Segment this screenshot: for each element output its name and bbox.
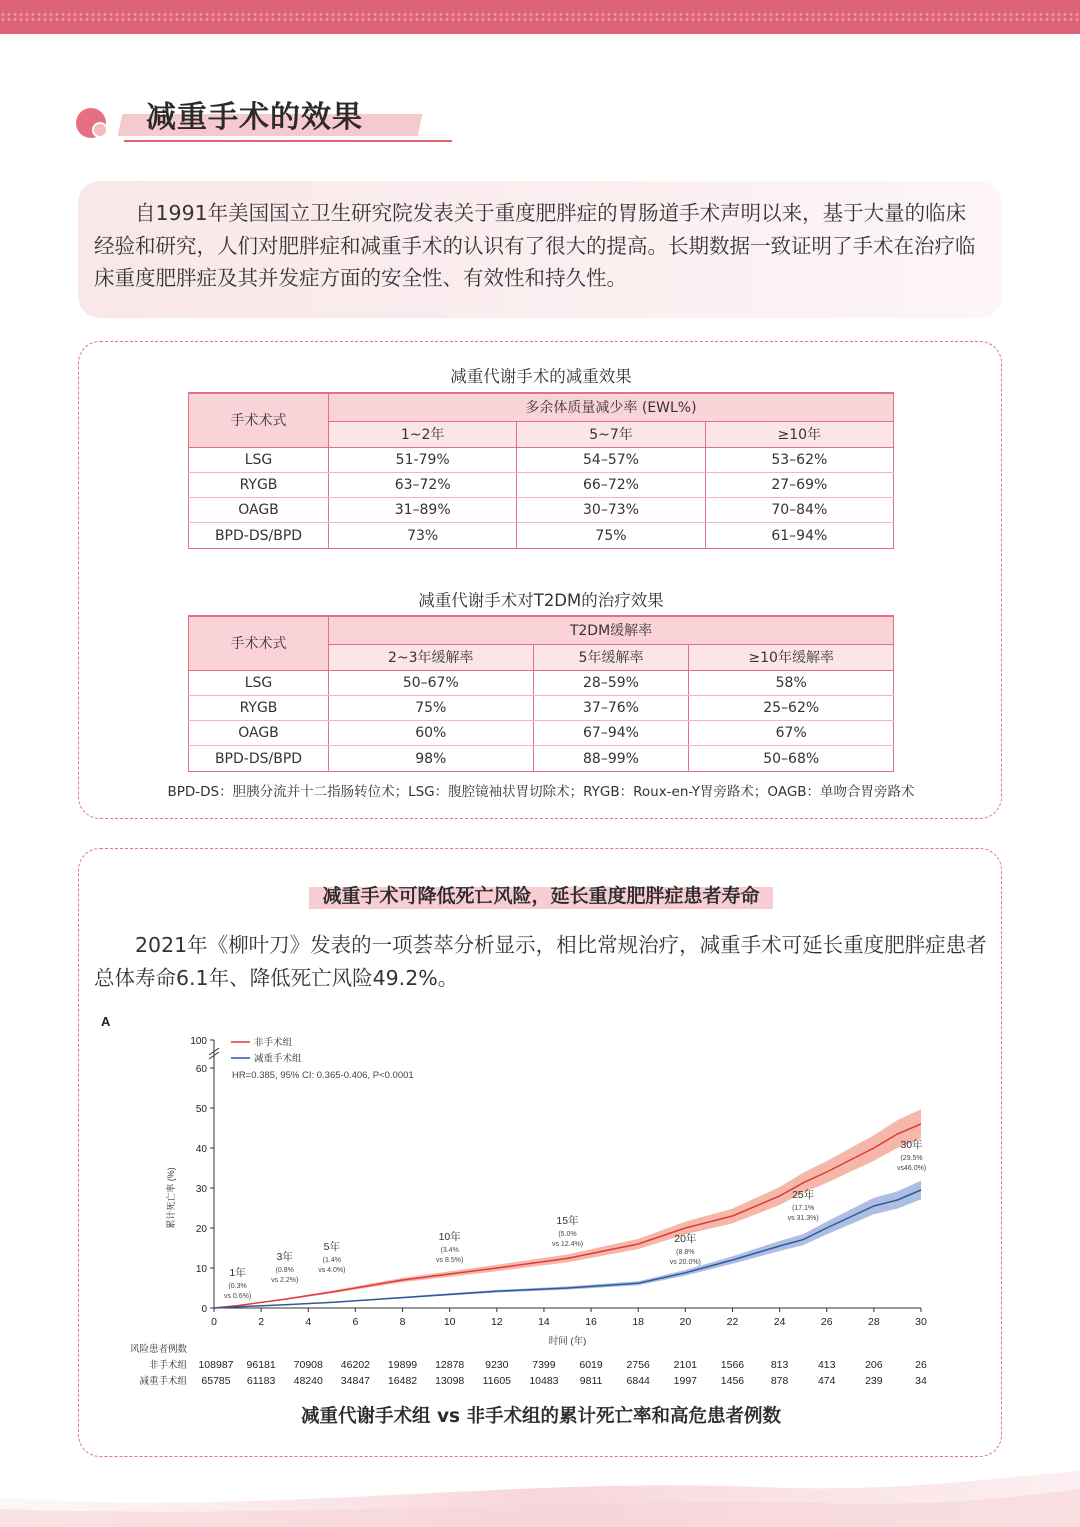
- table-cell: 31–89%: [329, 498, 517, 523]
- table2-subheader: 2~3年缓解率: [329, 644, 534, 670]
- annotation-detail: vs 0.6%): [223, 1293, 252, 1300]
- table-row: [189, 523, 894, 548]
- table2-subheader: ≥10年缓解率: [689, 644, 894, 670]
- table-cell: 70–84%: [705, 498, 893, 523]
- x-tick-label: 24: [773, 1316, 786, 1328]
- table2-group-header: T2DM缓解率: [329, 616, 894, 644]
- annotation-detail: (5.0%: [558, 1231, 577, 1238]
- risk-table-cell: 65785: [201, 1375, 231, 1387]
- risk-table-cell: 9811: [579, 1375, 603, 1387]
- risk-table-cell: 96181: [246, 1359, 276, 1371]
- table-cell: 75%: [517, 523, 705, 548]
- table2-subheader: 5年缓解率: [533, 644, 689, 670]
- risk-row-label: 非手术组: [148, 1360, 187, 1371]
- annotation-detail: vs 2.2%): [271, 1277, 299, 1284]
- annotation-detail: (29.5%: [900, 1155, 923, 1162]
- table-row: [189, 721, 894, 746]
- risk-table-cell: 9230: [485, 1359, 509, 1371]
- x-tick-label: 16: [585, 1316, 597, 1328]
- chart-svg: [79, 849, 1003, 1399]
- risk-table-cell: 2756: [626, 1359, 650, 1371]
- card2-paragraph: 2021年《柳叶刀》发表的一项荟萃分析显示，相比常规治疗，减重手术可延长重度肥胖症患者总体寿命6.1年、降低死亡风险49.2%。: [94, 933, 987, 990]
- table-cell: 75%: [329, 695, 534, 720]
- x-tick-label: 2: [258, 1316, 265, 1328]
- table2-procedure-header: 手术术式: [189, 616, 329, 670]
- x-tick-label: 30: [915, 1316, 927, 1328]
- x-tick-label: 22: [726, 1316, 739, 1328]
- table1-group-header: 多余体质量减少率 (EWL%): [329, 393, 894, 421]
- y-tick-label: 20: [195, 1224, 207, 1235]
- table1-subheader: 5~7年: [517, 421, 705, 447]
- x-tick-label: 10: [443, 1316, 456, 1328]
- table-cell: 50–67%: [329, 670, 534, 695]
- table1-subheader: ≥10年: [705, 421, 893, 447]
- annotation-detail: (0.3%: [228, 1283, 247, 1290]
- risk-table-title: 风险患者例数: [129, 1344, 187, 1355]
- annotation-year: 10年: [438, 1231, 461, 1243]
- table-row: [189, 472, 894, 497]
- hr-annotation: HR=0.385, 95% CI: 0.365-0.406, P<0.0001: [232, 1070, 414, 1081]
- table-cell: 37–76%: [533, 695, 689, 720]
- section-header: [76, 92, 456, 144]
- table1-procedure-header: 手术术式: [189, 393, 329, 447]
- y-tick-label: 100: [190, 1036, 207, 1047]
- risk-table-cell: 6844: [626, 1375, 650, 1387]
- table-cell: 60%: [329, 721, 534, 746]
- x-tick-label: 0: [211, 1316, 217, 1328]
- header-underline: [124, 140, 452, 142]
- y-tick-label: 10: [195, 1264, 207, 1275]
- x-tick-label: 4: [305, 1316, 312, 1328]
- table-cell: 28–59%: [533, 670, 689, 695]
- x-tick-label: 26: [820, 1316, 833, 1328]
- annotation-detail: vs 4.0%): [318, 1267, 346, 1274]
- risk-table-cell: 61183: [246, 1375, 276, 1387]
- x-tick-label: 20: [679, 1316, 692, 1328]
- risk-table-cell: 34: [915, 1375, 927, 1387]
- risk-table-cell: 108987: [198, 1359, 234, 1371]
- annotation-detail: (0.8%: [275, 1267, 294, 1274]
- risk-table-cell: 1566: [720, 1359, 745, 1371]
- table-cell: 54–57%: [517, 447, 705, 472]
- table-cell: LSG: [189, 447, 329, 472]
- table1-subheader: 1~2年: [329, 421, 517, 447]
- table-cell: 67–94%: [533, 721, 689, 746]
- annotation-detail: vs 12.4%): [551, 1241, 584, 1248]
- table-cell: 30–73%: [517, 498, 705, 523]
- annotation-detail: (8.8%: [676, 1249, 695, 1256]
- table-cell: OAGB: [189, 498, 329, 523]
- t2dm-remission-table: [188, 615, 894, 772]
- legend-label: 非手术组: [254, 1037, 293, 1049]
- table-cell: 66–72%: [517, 472, 705, 497]
- annotation-year: 3年: [276, 1251, 293, 1263]
- risk-table-cell: 10483: [529, 1375, 559, 1387]
- risk-table-cell: 26: [915, 1359, 927, 1371]
- table-row: [189, 695, 894, 720]
- table1-caption: 减重代谢手术的减重效果: [450, 367, 632, 386]
- risk-row-label: 减重手术组: [139, 1376, 187, 1387]
- table-cell: 58%: [689, 670, 894, 695]
- annotation-year: 30年: [900, 1139, 923, 1151]
- y-tick-label: 50: [195, 1104, 207, 1115]
- risk-table-cell: 48240: [293, 1375, 323, 1387]
- risk-table-cell: 13098: [435, 1375, 465, 1387]
- table-cell: RYGB: [189, 695, 329, 720]
- risk-table-cell: 7399: [532, 1359, 556, 1371]
- x-tick-label: 12: [490, 1316, 503, 1328]
- table-cell: 73%: [329, 523, 517, 548]
- risk-table-cell: 11605: [482, 1375, 512, 1387]
- x-tick-label: 8: [399, 1316, 406, 1328]
- y-tick-label: 60: [195, 1064, 207, 1075]
- y-tick-label: 0: [201, 1304, 207, 1315]
- risk-table-cell: 474: [817, 1375, 836, 1387]
- table-row: [189, 447, 894, 472]
- y-axis-title: 累计死亡率 (%): [166, 1167, 176, 1229]
- bottom-wave-decoration: [0, 1457, 1080, 1527]
- card2-title-text: 减重手术可降低死亡风险，延长重度肥胖症患者寿命: [322, 885, 760, 907]
- annotation-detail: (17.1%: [792, 1205, 815, 1212]
- y-tick-label: 40: [195, 1144, 207, 1155]
- x-tick-label: 6: [352, 1316, 359, 1328]
- tables-card: [78, 341, 1002, 819]
- risk-table-cell: 2101: [673, 1359, 698, 1371]
- band-dot-pattern: [0, 12, 1080, 22]
- risk-table-cell: 1456: [720, 1375, 745, 1387]
- risk-table-cell: 878: [770, 1375, 789, 1387]
- top-decorative-band: [0, 0, 1080, 34]
- table-row: [189, 498, 894, 523]
- table-cell: 25–62%: [689, 695, 894, 720]
- table-cell: RYGB: [189, 472, 329, 497]
- mortality-chart: [79, 849, 1003, 1458]
- annotation-year: 5年: [323, 1241, 341, 1253]
- table-cell: BPD-DS/BPD: [189, 523, 329, 548]
- annotation-detail: (1.4%: [322, 1257, 341, 1264]
- panel-label: A: [101, 1014, 111, 1029]
- table-cell: 51-79%: [329, 447, 517, 472]
- table-cell: BPD-DS/BPD: [189, 746, 329, 771]
- mortality-card: [78, 848, 1002, 1457]
- table-cell: 63–72%: [329, 472, 517, 497]
- annotation-detail: vs 31.3%): [787, 1215, 819, 1222]
- header-small-circle-icon: [92, 122, 108, 138]
- annotation-year: 15年: [556, 1215, 579, 1227]
- y-tick-label: 30: [195, 1184, 207, 1195]
- table-cell: 98%: [329, 746, 534, 771]
- annotation-detail: (3.4%: [440, 1247, 459, 1254]
- table-cell: 61–94%: [705, 523, 893, 548]
- annotation-detail: vs 8.5%): [436, 1257, 464, 1264]
- x-axis-title: 时间 (年): [548, 1336, 587, 1347]
- x-tick-label: 18: [632, 1316, 645, 1328]
- annotation-year: 20年: [674, 1233, 697, 1245]
- risk-table-cell: 19899: [387, 1359, 418, 1371]
- table-row: [189, 746, 894, 771]
- risk-table-cell: 206: [865, 1359, 883, 1371]
- legend-label: 减重手术组: [254, 1053, 302, 1065]
- risk-table-cell: 34847: [340, 1375, 371, 1387]
- weight-loss-table: [188, 392, 894, 549]
- risk-table-cell: 1997: [673, 1375, 698, 1387]
- confidence-band: [214, 1109, 921, 1308]
- risk-table-cell: 239: [865, 1375, 883, 1387]
- risk-table-cell: 813: [770, 1359, 789, 1371]
- x-tick-label: 28: [868, 1316, 880, 1328]
- table-row: [189, 670, 894, 695]
- table2-caption: 减重代谢手术对T2DM的治疗效果: [418, 591, 664, 610]
- risk-table-cell: 413: [817, 1359, 836, 1371]
- risk-table-cell: 16482: [387, 1375, 418, 1387]
- table-cell: 53–62%: [705, 447, 893, 472]
- table-footnote: BPD-DS：胆胰分流并十二指肠转位术；LSG：腹腔镜袖状胃切除术；RYGB：Roux-en-Y胃旁路术；OAGB：单吻合胃旁路术: [167, 784, 915, 800]
- risk-table-cell: 46202: [340, 1359, 371, 1371]
- table-cell: 88–99%: [533, 746, 689, 771]
- chart-caption: 减重代谢手术组 vs 非手术组的累计死亡率和高危患者例数: [301, 1406, 781, 1427]
- table-cell: LSG: [189, 670, 329, 695]
- table-cell: 67%: [689, 721, 894, 746]
- annotation-year: 1年: [229, 1267, 246, 1279]
- annotation-detail: vs 20.0%): [669, 1259, 701, 1266]
- intro-box: [78, 181, 1002, 318]
- table-cell: OAGB: [189, 721, 329, 746]
- table-cell: 27–69%: [705, 472, 893, 497]
- risk-table-cell: 70908: [293, 1359, 323, 1371]
- x-tick-label: 14: [538, 1316, 550, 1328]
- risk-table-cell: 12878: [435, 1359, 465, 1371]
- annotation-year: 25年: [792, 1189, 815, 1201]
- series-line: [214, 1190, 921, 1308]
- intro-text: 自1991年美国国立卫生研究院发表关于重度肥胖症的胃肠道手术声明以来，基于大量的临床经验和研究，人们对肥胖症和减重手术的认识有了很大的提高。长期数据一致证明了手术在治疗临床重度肥胖症及其并发症方面的安全性、有效性和持久性。: [94, 201, 976, 290]
- table-cell: 50–68%: [689, 746, 894, 771]
- annotation-detail: vs46.0%): [896, 1165, 927, 1172]
- risk-table-cell: 6019: [579, 1359, 603, 1371]
- section-title: 减重手术的效果: [146, 100, 363, 135]
